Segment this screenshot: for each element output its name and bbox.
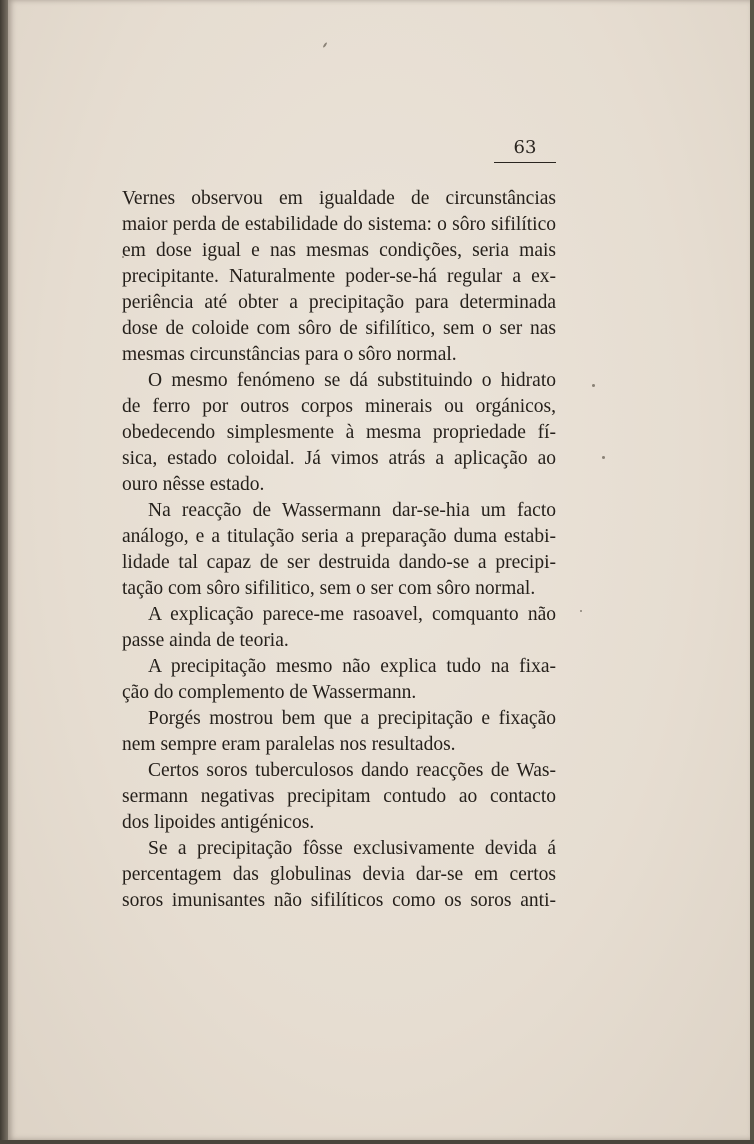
text-line: maior perda de estabilidade do sistema: o sôro sifilítico bbox=[122, 214, 556, 235]
paper-speck bbox=[580, 610, 582, 612]
text-line: Porgés mostrou bem que a precipitação e fixação bbox=[148, 708, 556, 729]
text-line: Certos soros tuberculosos dando reacções de Was- bbox=[148, 760, 556, 781]
text-line: A explicação parece-me rasoavel, comquanto não bbox=[148, 604, 556, 625]
text-line: sermann negativas precipitam contudo ao contacto bbox=[122, 786, 556, 807]
text-line: Vernes observou em igualdade de circunstâncias bbox=[122, 188, 556, 209]
paragraph bbox=[122, 654, 556, 706]
text-line: periência até obter a precipitação para determinada bbox=[122, 292, 556, 313]
paragraph bbox=[122, 706, 556, 758]
text-line: ouro nêsse estado. bbox=[122, 474, 265, 495]
page-number: 63 bbox=[494, 136, 556, 163]
text-line: nem sempre eram paralelas nos resultados. bbox=[122, 734, 456, 755]
text-line: sica, estado coloidal. Já vimos atrás a aplicação ao bbox=[122, 448, 556, 469]
paper-speck bbox=[602, 456, 605, 459]
paragraph bbox=[122, 602, 556, 654]
paragraph bbox=[122, 186, 556, 368]
text-line: dos lipoides antigénicos. bbox=[122, 812, 315, 833]
page-bottom-edge bbox=[0, 1140, 754, 1144]
text-line: O mesmo fenómeno se dá substituindo o hidrato bbox=[148, 370, 556, 391]
text-line: lidade tal capaz de ser destruida dando-se a precipi- bbox=[122, 552, 556, 573]
text-line: precipitante. Naturalmente poder-se-há regular a ex- bbox=[122, 266, 556, 287]
text-line: dose de coloide com sôro de sifilítico, sem o ser nas bbox=[122, 318, 556, 339]
body-text bbox=[122, 186, 556, 914]
paragraph bbox=[122, 498, 556, 602]
book-binding-edge bbox=[0, 0, 8, 1144]
paragraph bbox=[122, 758, 556, 836]
text-line: Na reacção de Wassermann dar-se-hia um facto bbox=[148, 500, 556, 521]
text-line: passe ainda de teoria. bbox=[122, 630, 289, 651]
text-line: A precipitação mesmo não explica tudo na fixa- bbox=[148, 656, 556, 677]
text-line: tação com sôro sifilitico, sem o ser com sôro normal. bbox=[122, 578, 536, 599]
text-line: soros imunisantes não sifilíticos como os soros anti- bbox=[122, 890, 556, 911]
text-line: Se a precipitação fôsse exclusivamente devida á bbox=[148, 838, 556, 859]
text-line: obedecendo simplesmente à mesma propriedade fí- bbox=[122, 422, 556, 443]
text-line: em dose igual e nas mesmas condições, seria mais bbox=[122, 240, 556, 261]
text-line: ção do complemento de Wassermann. bbox=[122, 682, 417, 703]
paragraph bbox=[122, 836, 556, 914]
text-line: análogo, e a titulação seria a preparação duma estabi- bbox=[122, 526, 556, 547]
text-line: percentagem das globulinas devia dar-se em certos bbox=[122, 864, 556, 885]
text-line: mesmas circunstâncias para o sôro normal. bbox=[122, 344, 457, 365]
paper-speck bbox=[592, 384, 595, 387]
paragraph bbox=[122, 368, 556, 498]
text-line: de ferro por outros corpos minerais ou orgánicos, bbox=[122, 396, 556, 417]
paper-speck bbox=[322, 42, 327, 48]
